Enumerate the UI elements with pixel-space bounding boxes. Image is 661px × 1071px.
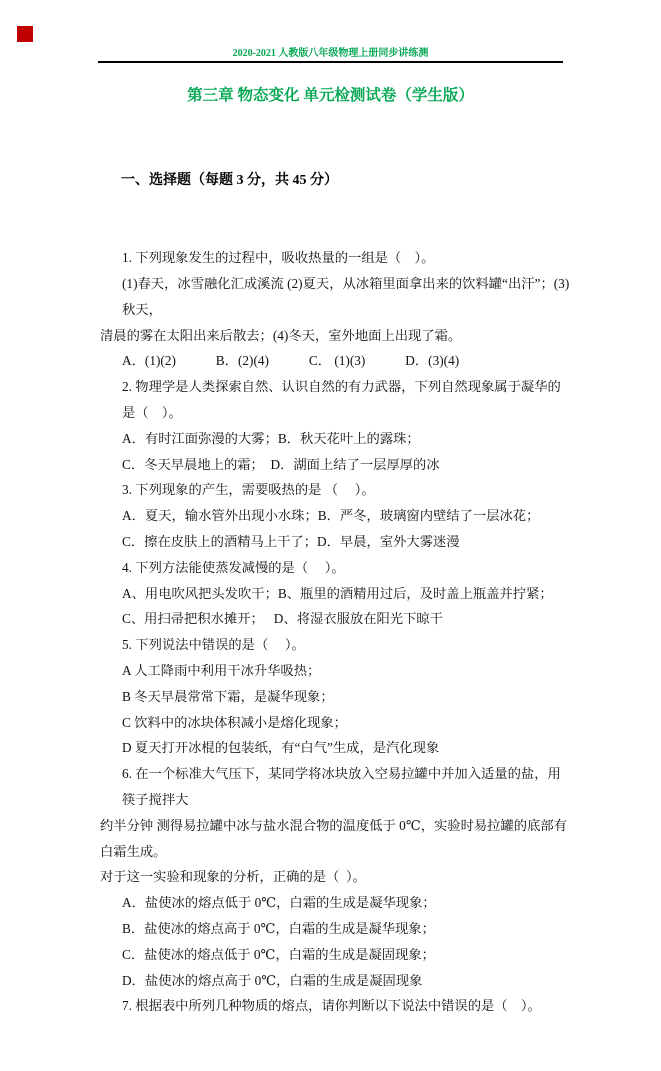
text-line: B 冬天早晨常常下霜，是凝华现象； [122,688,334,704]
text-line: A、用电吹风把头发吹干；B、瓶里的酒精用过后，及时盖上瓶盖并拧紧； [122,585,553,601]
text-line: 清晨的雾在太阳出来后散去；(4)冬天，室外地面上出现了霜。 [100,327,462,343]
question-6 [100,761,570,993]
text-line: C．擦在皮肤上的酒精马上干了；D．早晨，室外大雾迷漫 [122,533,460,549]
question-4 [100,555,570,632]
text-line: C．冬天早晨地上的霜； D．湖面上结了一层厚厚的冰 [122,456,440,472]
question-lines [100,245,570,1019]
text-line: A．(1)(2) B．(2)(4) C． (1)(3) D．(3)(4) [122,353,460,369]
text-line: 1. 下列现象发生的过程中，吸收热量的一组是（ ）。 [122,250,435,266]
text-line: C、用扫帚把积水摊开； D、将湿衣服放在阳光下晾干 [122,611,443,627]
text-line: C 饮料中的冰块体积减小是熔化现象； [122,714,347,730]
question-7 [100,993,570,1019]
document-body [100,116,570,1071]
text-line: D．盐使冰的熔点高于 0℃，白霜的生成是凝固现象 [122,972,423,988]
text-line: 对于这一实验和现象的分析，正确的是（ ）。 [100,869,366,885]
text-line: D 夏天打开冰棍的包装纸，有“白气”生成，是汽化现象 [122,740,440,756]
section-heading: 一、选择题（每题 3 分，共 45 分） [121,172,338,188]
document-header: 2020-2021 人教版八年级物理上册同步讲练测 [232,48,429,59]
text-line: (1)春天，冰雪融化汇成溪流 (2)夏天，从冰箱里面拿出来的饮料罐“出汗”；(3)秋天， [122,275,570,317]
text-line: 6. 在一个标准大气压下，某同学将冰块放入空易拉罐中并加入适量的盐，用筷子搅拌大 [122,766,561,807]
text-line: A．夏天，输水管外出现小水珠；B．严冬，玻璃窗内壁结了一层冰花； [122,508,540,524]
text-line: C．盐使冰的熔点低于 0℃，白霜的生成是凝固现象； [122,946,435,962]
header-divider-line [98,61,563,63]
text-line: 5. 下列说法中错误的是（ ）。 [122,637,305,653]
text-line: 4. 下列方法能使蒸发减慢的是（ ）。 [122,559,345,575]
text-line: A 人工降雨中利用干冰升华吸热； [122,662,321,678]
question-3 [100,477,570,554]
text-line: A．有时江面弥漫的大雾；B．秋天花叶上的露珠； [122,430,420,446]
question-1 [100,245,570,374]
question-2 [100,374,570,477]
text-line: A．盐使冰的熔点低于 0℃，白霜的生成是凝华现象； [122,895,436,911]
page-title: 第三章 物态变化 单元检测试卷（学生版） [187,87,474,104]
text-line: B．盐使冰的熔点高于 0℃，白霜的生成是凝华现象； [122,920,435,936]
text-line: 3. 下列现象的产生，需要吸热的是 （ ）。 [122,482,375,498]
text-line: 约半分钟 测得易拉罐中冰与盐水混合物的温度低于 0℃，实验时易拉罐的底部有白霜生成。 [100,817,567,859]
question-5 [100,632,570,761]
red-marker-square [17,26,33,42]
text-line: 7. 根据表中所列几种物质的熔点，请你判断以下说法中错误的是（ ）。 [122,998,541,1014]
text-line: 2. 物理学是人类探索自然、认识自然的有力武器，下列自然现象属于凝华的是（ ）。 [122,379,561,420]
